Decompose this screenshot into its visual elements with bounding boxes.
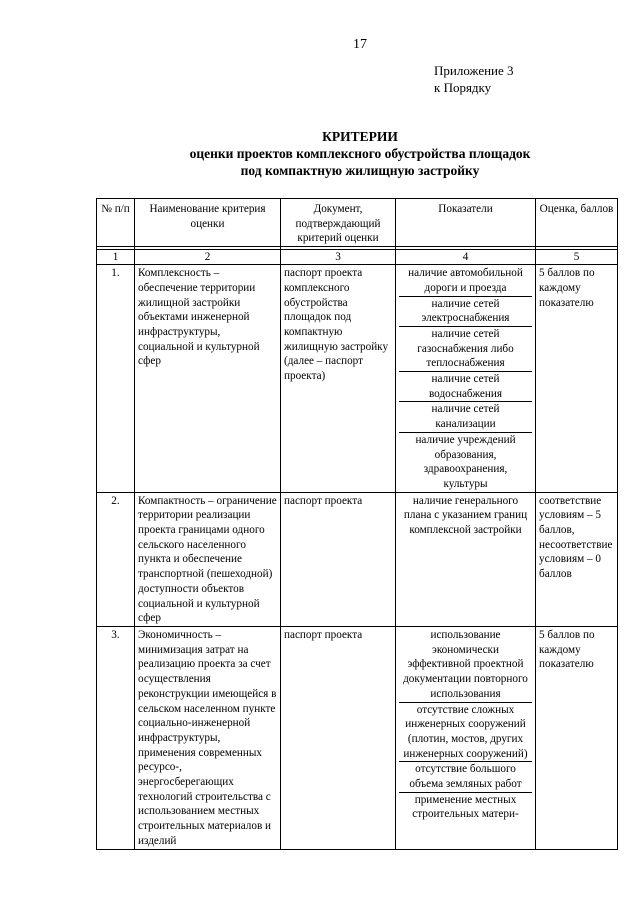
indicators-cell (396, 492, 536, 626)
row-number: 2. (97, 492, 135, 626)
row-number: 3. (97, 626, 135, 849)
header-indicators: Показатели (396, 199, 536, 247)
criterion-cell: Комплексность – обеспечение территории жилищной застройки объектами инженерной инфраструктуры, социальной и культурной сфер (135, 265, 281, 493)
score-cell: 5 баллов по каждому показателю (536, 626, 618, 849)
document-cell: паспорт проекта комплексного обустройства площадок под компактную жилищную застройку (далее – паспорт проекта) (281, 265, 396, 493)
indicator-item: наличие сетей водоснабжения (399, 372, 532, 402)
title-line-3: под компактную жилищную застройку (240, 163, 480, 178)
row-number: 1. (97, 265, 135, 493)
header-score: Оценка, баллов (536, 199, 618, 247)
table-row (97, 626, 618, 849)
indicators-cell (396, 626, 536, 849)
header-document: Документ, подтверждающий критерий оценки (281, 199, 396, 247)
appendix-reference (434, 62, 514, 96)
appendix-line-1: Приложение 3 (434, 63, 514, 78)
table-row (97, 492, 618, 626)
appendix-line-2: к Порядку (434, 80, 492, 95)
column-number: 4 (396, 250, 536, 265)
criterion-cell: Компактность – ограничение территории реализации проекта границами одного сельского населенного пункта и обеспечение транспортной (пешеходной) доступности объектов социальной и культурной сфер (135, 492, 281, 626)
indicator-item: использование экономически эффективной проектной документации повторного использования (399, 628, 532, 703)
document-cell: паспорт проекта (281, 626, 396, 849)
indicators-cell (396, 265, 536, 493)
indicator-item: отсутствие большого объема земляных работ (399, 762, 532, 792)
column-number: 2 (135, 250, 281, 265)
indicator-item: наличие сетей газоснабжения либо теплоснабжения (399, 327, 532, 372)
criteria-table (96, 198, 618, 850)
criterion-cell: Экономичность – минимизация затрат на реализацию проекта за счет осуществления реконструкции имеющейся в сельском населенном пункте социально-инженерной инфраструктуры, применения современных ресурсо-, энергосберегающих технологий строительства с использованием местных строительных материалов и изделий (135, 626, 281, 849)
table-header-row (97, 199, 618, 247)
document-cell: паспорт проекта (281, 492, 396, 626)
indicator-item: наличие сетей канализации (399, 402, 532, 432)
page-number: 17 (353, 37, 367, 52)
header-criterion-name: Наименование критерия оценки (135, 199, 281, 247)
column-number-row (97, 250, 618, 265)
column-number: 1 (97, 250, 135, 265)
header-num: № п/п (97, 199, 135, 247)
indicator-item: применение местных строительных матери- (412, 793, 519, 821)
column-number: 3 (281, 250, 396, 265)
indicator-item: отсутствие сложных инженерных сооружений (плотин, мостов, других инженерных сооружений) (399, 703, 532, 763)
indicator-item: наличие учреждений образования, здравоохранения, культуры (415, 433, 516, 490)
indicator-item: наличие сетей электроснабжения (399, 297, 532, 327)
document-title (130, 128, 590, 179)
score-cell: 5 баллов по каждому показателю (536, 265, 618, 493)
indicator-item: наличие автомобильной дороги и проезда (399, 266, 532, 296)
table-row (97, 265, 618, 493)
title-line-2: оценки проектов комплексного обустройства площадок (189, 146, 531, 161)
indicator-item: наличие генерального плана с указанием границ комплексной застройки (403, 494, 528, 537)
title-line-1: КРИТЕРИИ (322, 129, 398, 144)
score-cell: соответствие условиям – 5 баллов, несоответствие условиям – 0 баллов (536, 492, 618, 626)
column-number: 5 (536, 250, 618, 265)
